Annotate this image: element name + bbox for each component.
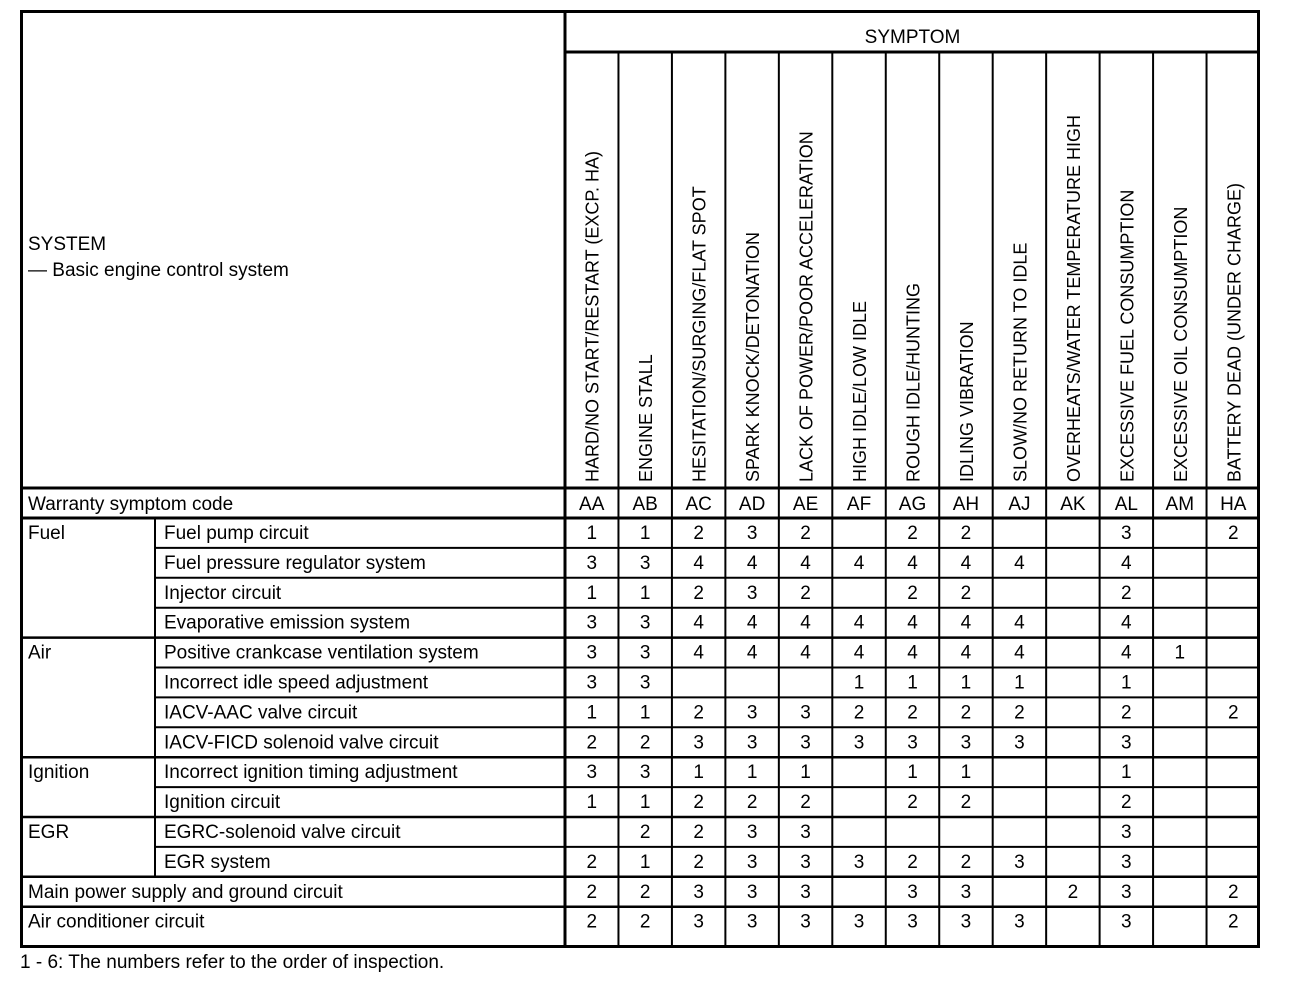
matrix-value: 3: [586, 552, 598, 574]
matrix-value: 2: [960, 582, 972, 604]
matrix-value: 3: [746, 851, 758, 873]
matrix-value: 4: [907, 552, 918, 574]
matrix-value: 1: [1174, 642, 1186, 664]
matrix-value: 2: [907, 702, 918, 724]
system-subtitle: — Basic engine control system: [28, 260, 289, 281]
item-name: Positive crankcase ventilation system: [164, 642, 479, 664]
matrix-value: 3: [853, 851, 865, 873]
symptom-name: HESITATION/SURGING/FLAT SPOT: [689, 186, 710, 482]
matrix-value: 4: [1121, 552, 1132, 574]
footnote: 1 - 6: The numbers refer to the order of inspection.: [20, 952, 445, 973]
group-name: Ignition: [28, 762, 90, 784]
matrix-value: 2: [746, 792, 758, 814]
symptom-name: HIGH IDLE/LOW IDLE: [850, 300, 871, 482]
inspection-matrix: [20, 10, 1260, 948]
matrix-value: 1: [586, 523, 598, 544]
matrix-value: 4: [746, 642, 758, 664]
matrix-value: 2: [693, 851, 704, 873]
matrix-value: 3: [1121, 732, 1132, 754]
matrix-value: 2: [960, 851, 972, 873]
matrix-value: 1: [639, 792, 651, 814]
matrix-value: 3: [1121, 523, 1132, 544]
table-labels: [28, 27, 1247, 933]
matrix-value: 4: [746, 612, 758, 634]
symptom-name: HARD/NO START/RESTART (EXCP. HA): [582, 150, 603, 482]
matrix-value: 4: [746, 552, 758, 574]
matrix-value: 1: [639, 851, 651, 873]
matrix-value: 3: [693, 911, 704, 933]
symptom-name: SLOW/NO RETURN TO IDLE: [1010, 242, 1031, 482]
symptom-name: SPARK KNOCK/DETONATION: [743, 231, 764, 482]
matrix-value: 1: [693, 762, 704, 784]
item-name: IACV-FICD solenoid valve circuit: [164, 732, 439, 754]
matrix-value: 3: [1014, 732, 1025, 754]
matrix-value: 3: [800, 851, 811, 873]
matrix-value: 4: [907, 642, 918, 664]
matrix-value: 3: [746, 582, 758, 604]
item-name: IACV-AAC valve circuit: [164, 702, 358, 724]
matrix-value: 1: [853, 672, 865, 694]
symptom-code: HA: [1220, 494, 1247, 515]
matrix-value: 3: [1121, 851, 1132, 873]
symptom-name: LACK OF POWER/POOR ACCELERATION: [796, 131, 817, 482]
matrix-value: 1: [586, 702, 598, 724]
symptom-name: EXCESSIVE FUEL CONSUMPTION: [1117, 189, 1138, 482]
symptom-code: AA: [579, 494, 605, 515]
symptom-code: AC: [685, 494, 712, 515]
matrix-value: 4: [907, 612, 918, 634]
matrix-value: 3: [746, 702, 758, 724]
matrix-value: 3: [800, 881, 811, 903]
symptom-title: SYMPTOM: [864, 27, 961, 48]
matrix-value: 3: [639, 672, 651, 694]
item-name: Incorrect idle speed adjustment: [164, 672, 429, 694]
matrix-value: 3: [639, 642, 651, 664]
symptom-name: BATTERY DEAD (UNDER CHARGE): [1224, 182, 1245, 482]
symptom-code: AF: [846, 494, 872, 515]
matrix-value: 2: [693, 822, 704, 843]
matrix-value: 2: [960, 702, 972, 724]
matrix-value: 3: [639, 762, 651, 784]
matrix-value: 3: [960, 911, 972, 933]
matrix-value: 4: [1014, 642, 1025, 664]
matrix-value: 3: [693, 881, 704, 903]
symptom-code: AH: [952, 494, 980, 515]
matrix-value: 1: [639, 523, 651, 544]
matrix-value: 2: [800, 792, 811, 814]
item-name: EGRC-solenoid valve circuit: [164, 822, 401, 843]
matrix-value: 2: [960, 523, 972, 544]
symptom-name: EXCESSIVE OIL CONSUMPTION: [1170, 206, 1191, 482]
matrix-value: 3: [1121, 881, 1132, 903]
matrix-value: 4: [1014, 552, 1025, 574]
matrix-value: 2: [693, 582, 704, 604]
matrix-value: 3: [746, 822, 758, 843]
symptom-code: AJ: [1008, 494, 1031, 515]
matrix-value: 2: [693, 523, 704, 544]
warranty-code-label: Warranty symptom code: [28, 494, 234, 515]
matrix-value: 3: [960, 881, 972, 903]
matrix-value: 4: [693, 642, 704, 664]
matrix-value: 3: [746, 911, 758, 933]
matrix-value: 3: [586, 642, 598, 664]
matrix-value: 4: [853, 552, 865, 574]
matrix-value: 3: [746, 732, 758, 754]
matrix-value: 2: [1014, 702, 1025, 724]
matrix-value: 3: [639, 612, 651, 634]
matrix-value: 1: [1014, 672, 1025, 694]
matrix-value: 1: [639, 702, 651, 724]
matrix-value: 4: [800, 552, 811, 574]
symptom-code: AM: [1165, 494, 1195, 515]
matrix-value: 4: [960, 642, 972, 664]
matrix-value: 3: [639, 552, 651, 574]
matrix-value: 1: [639, 582, 651, 604]
matrix-value: 2: [800, 582, 811, 604]
item-name: Incorrect ignition timing adjustment: [164, 762, 458, 784]
item-name: Air conditioner circuit: [28, 911, 205, 933]
symptom-code: AE: [792, 494, 819, 515]
matrix-value: 3: [907, 881, 918, 903]
matrix-value: 1: [1121, 672, 1132, 694]
group-name: EGR: [28, 822, 70, 843]
symptom-name: IDLING VIBRATION: [956, 321, 977, 482]
item-name: Injector circuit: [164, 582, 282, 604]
matrix-value: 3: [1121, 822, 1132, 843]
matrix-value: 3: [800, 702, 811, 724]
system-title: SYSTEM: [28, 234, 107, 255]
matrix-value: 3: [800, 732, 811, 754]
matrix-value: 3: [960, 732, 972, 754]
matrix-value: 2: [586, 911, 598, 933]
matrix-value: 1: [586, 792, 598, 814]
symptom-code: AD: [738, 494, 766, 515]
symptom-code: AK: [1060, 494, 1086, 515]
symptom-code: AB: [632, 494, 658, 515]
symptom-name: ENGINE STALL: [636, 354, 657, 482]
matrix-value: 2: [1121, 702, 1132, 724]
matrix-value: 1: [800, 762, 811, 784]
matrix-value: 2: [639, 911, 651, 933]
matrix-value: 4: [853, 642, 865, 664]
matrix-value: 2: [586, 881, 598, 903]
matrix-value: 2: [907, 851, 918, 873]
matrix-value: 4: [853, 612, 865, 634]
matrix-value: 4: [693, 552, 704, 574]
matrix-value: 2: [1227, 911, 1239, 933]
matrix-value: 1: [586, 582, 598, 604]
matrix-value: 2: [907, 792, 918, 814]
symptom-name: OVERHEATS/WATER TEMPERATURE HIGH: [1063, 114, 1084, 482]
matrix-value: 2: [1121, 582, 1132, 604]
matrix-value: 3: [746, 523, 758, 544]
matrix-value: 3: [853, 911, 865, 933]
matrix-value: 4: [800, 642, 811, 664]
matrix-value: 2: [586, 851, 598, 873]
matrix-value: 2: [1227, 702, 1239, 724]
matrix-value: 3: [907, 732, 918, 754]
symptom-code: AL: [1114, 494, 1138, 515]
matrix-value: 2: [1121, 792, 1132, 814]
matrix-value: 2: [693, 702, 704, 724]
matrix-value: 4: [960, 552, 972, 574]
matrix-value: 1: [1121, 762, 1132, 784]
matrix-value: 4: [1121, 642, 1132, 664]
matrix-value: 3: [853, 732, 865, 754]
matrix-value: 2: [960, 792, 972, 814]
item-name: Ignition circuit: [164, 792, 281, 814]
matrix-value: 1: [960, 762, 972, 784]
matrix-value: 2: [853, 702, 865, 724]
matrix-value: 1: [907, 762, 918, 784]
matrix-value: 4: [1014, 612, 1025, 634]
matrix-value: 1: [746, 762, 758, 784]
matrix-value: 1: [960, 672, 972, 694]
matrix-value: 2: [639, 732, 651, 754]
matrix-value: 2: [639, 881, 651, 903]
item-name: Fuel pressure regulator system: [164, 552, 426, 574]
matrix-value: 3: [693, 732, 704, 754]
matrix-value: 4: [960, 612, 972, 634]
group-name: Fuel: [28, 523, 65, 544]
item-name: Fuel pump circuit: [164, 523, 309, 544]
matrix-value: 2: [907, 582, 918, 604]
matrix-value: 2: [639, 822, 651, 843]
matrix-value: 3: [800, 911, 811, 933]
matrix-value: 4: [800, 612, 811, 634]
matrix-value: 2: [907, 523, 918, 544]
matrix-value: 3: [746, 881, 758, 903]
matrix-value: 3: [907, 911, 918, 933]
matrix-value: 2: [1227, 881, 1239, 903]
matrix-value: 4: [1121, 612, 1132, 634]
symptom-name: ROUGH IDLE/HUNTING: [903, 282, 924, 482]
item-name: EGR system: [164, 851, 271, 873]
matrix-value: 3: [800, 822, 811, 843]
matrix-value: 3: [1014, 851, 1025, 873]
matrix-value: 1: [907, 672, 918, 694]
item-name: Evaporative emission system: [164, 612, 411, 634]
symptom-code: AG: [898, 494, 927, 515]
matrix-value: 4: [693, 612, 704, 634]
matrix-value: 2: [693, 792, 704, 814]
matrix-value: 3: [586, 762, 598, 784]
group-name: Air: [28, 642, 52, 664]
matrix-value: 3: [1121, 911, 1132, 933]
matrix-value: 2: [586, 732, 598, 754]
matrix-value: 3: [1014, 911, 1025, 933]
matrix-value: 2: [800, 523, 811, 544]
matrix-value: 2: [1227, 523, 1239, 544]
matrix-value: 3: [586, 612, 598, 634]
matrix-value: 2: [1067, 881, 1079, 903]
item-name: Main power supply and ground circuit: [28, 881, 343, 903]
matrix-value: 3: [586, 672, 598, 694]
